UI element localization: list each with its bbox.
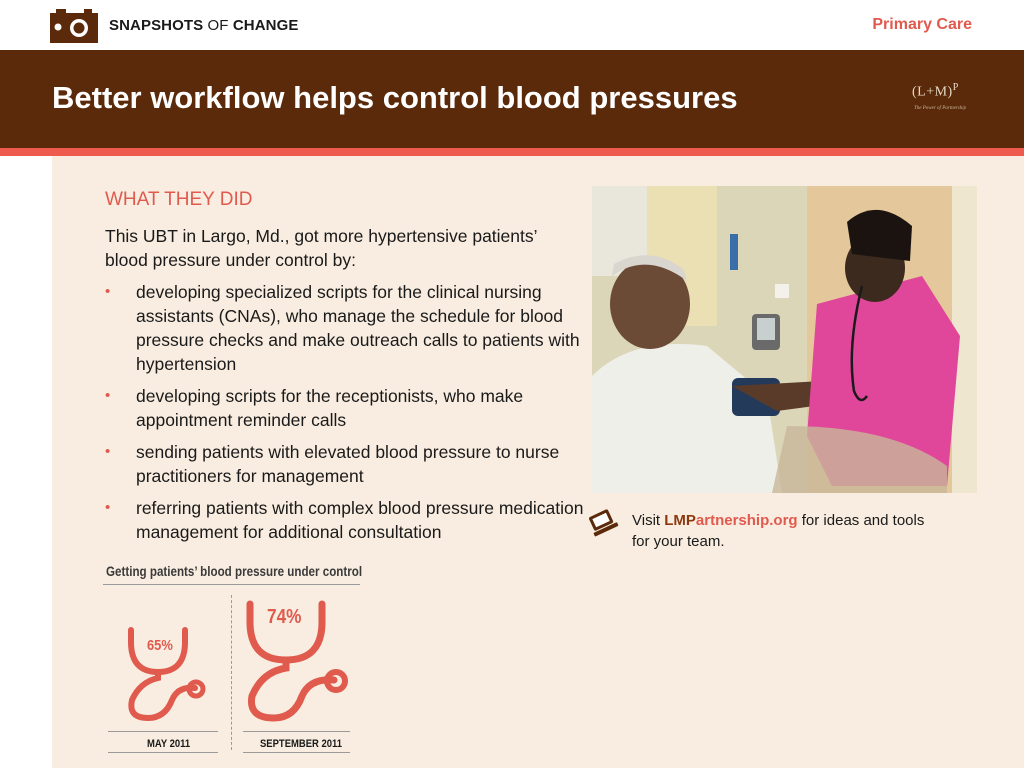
divider (108, 731, 218, 732)
period-label: MAY 2011 (147, 738, 191, 750)
divider (243, 752, 350, 753)
brand-name: SNAPSHOTS OF CHANGE (109, 17, 299, 34)
period-label: SEPTEMBER 2011 (260, 738, 343, 750)
clinic-photo (592, 186, 977, 493)
accent-stripe (0, 148, 1024, 156)
bullet-dot: • (105, 387, 111, 404)
website-link-rest[interactable]: artnership.org (695, 512, 798, 529)
bullet-dot: • (105, 283, 111, 300)
list-item: • sending patients with elevated blood pressure to nurse practitioners for management (105, 442, 560, 486)
percentage-label: 65% (147, 637, 173, 654)
laptop-icon (587, 507, 619, 539)
website-link[interactable]: LMP (664, 512, 696, 529)
divider (243, 731, 350, 732)
page-title: Better workflow helps control blood pressures (52, 80, 738, 115)
list-item: • referring patients with complex blood pressure medication management for additional consultation (105, 498, 584, 542)
list-item: • developing specialized scripts for the clinical nursing assistants (CNAs), who manage the schedule for blood pressure checks and make outreach calls to patients with hypertension (105, 282, 580, 374)
title-banner (0, 50, 1024, 148)
percentage-label: 74% (267, 606, 302, 628)
visit-callout: Visit LMPartnership.org for ideas and tools for your team. (632, 512, 925, 550)
infographic-title: Getting patients’ blood pressure under control (106, 564, 363, 579)
bullet-list (105, 280, 595, 552)
list-item: • developing scripts for the receptionists, who make appointment reminder calls (105, 386, 524, 430)
camera-icon (50, 9, 98, 43)
divider (103, 584, 360, 585)
bullet-dot: • (105, 443, 111, 460)
divider (108, 752, 218, 753)
top-bar (0, 0, 1024, 50)
section-heading: WHAT THEY DID (105, 189, 253, 210)
intro-text: This UBT in Largo, Md., got more hypertensive patients’ blood pressure under control by: (105, 226, 537, 270)
partner-tagline: The Power of Partnership (914, 106, 967, 111)
divider (231, 595, 232, 750)
section-tag: Primary Care (872, 16, 972, 33)
bullet-dot: • (105, 499, 111, 516)
partner-logo: $(L+M)^P$ The Power of Partnership (912, 82, 967, 111)
